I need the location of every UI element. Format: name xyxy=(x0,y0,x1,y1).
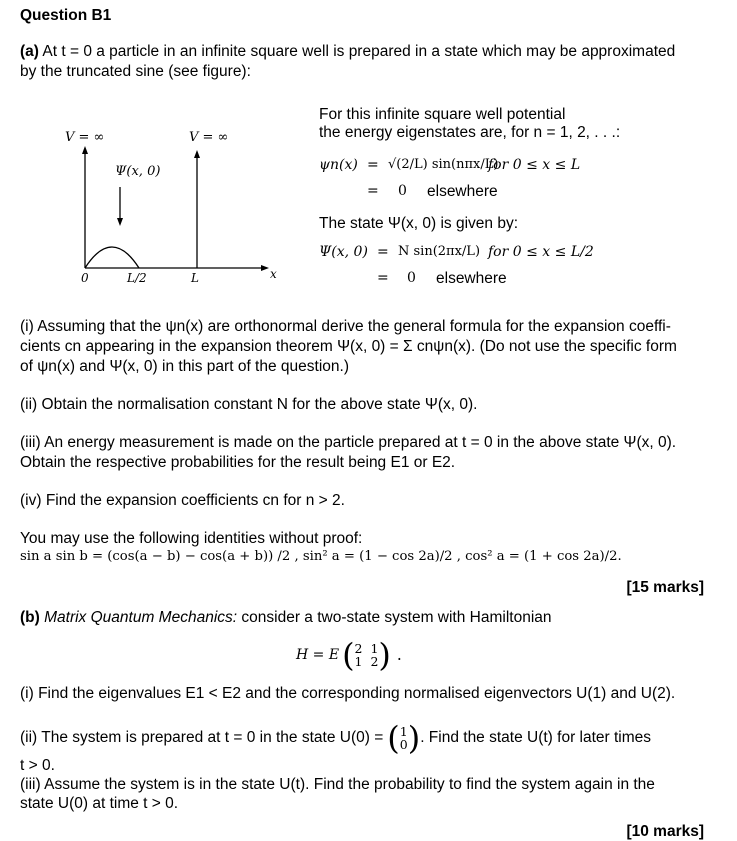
vec-1: 1 xyxy=(399,724,408,739)
ham-period: . xyxy=(396,646,402,664)
ham-m22: 2 xyxy=(370,654,379,669)
fig-x-zero: 0 xyxy=(81,271,89,285)
state-equals: = xyxy=(377,244,389,260)
state-else-equals: = xyxy=(377,270,389,286)
fig-x-label: x xyxy=(270,267,277,281)
u0-vector xyxy=(400,725,408,751)
fig-v-right: V = ∞ xyxy=(189,130,229,145)
a-i-line2: cients cn appearing in the expansion theorem Ψ(x, 0) = Σ cnψn(x). (Do not use the specific form xyxy=(20,338,677,355)
part-a-intro-line1 xyxy=(20,43,675,61)
left-wall-arrow xyxy=(82,146,88,154)
fig-psi-label: Ψ(x, 0) xyxy=(115,164,161,179)
part-b-intro-rest: consider a two-state system with Hamiltonian xyxy=(241,609,552,626)
state-rhs: N sin(2πx/L) xyxy=(398,244,481,259)
part-a-label: (a) xyxy=(20,43,39,60)
ham-matrix xyxy=(355,642,379,668)
ham-paren-left: ( xyxy=(342,636,355,674)
fig-x-L: L xyxy=(191,271,199,285)
question-title: Question B1 xyxy=(20,7,112,24)
b-ii-c: t > 0. xyxy=(20,757,55,774)
a-i-line1: (i) Assuming that the ψn(x) are orthonormal derive the general formula for the expansion coeffi- xyxy=(20,318,671,335)
identities: sin a sin b = (cos(a − b) − cos(a + b)) /2 , sin² a = (1 − cos 2a)/2 , cos² a = (1 + cos 2a)/2. xyxy=(20,549,622,564)
b-ii-a: (ii) The system is prepared at t = 0 in the state U(0) = xyxy=(20,729,384,746)
part-b-label: (b) xyxy=(20,609,40,626)
a-i-line3: of ψn(x) and Ψ(x, 0) in this part of the question.) xyxy=(20,358,349,375)
part-a-intro-1: At t = 0 a particle in an infinite square well is prepared in a state which may be approximated xyxy=(42,43,676,60)
eig-intro-1: For this infinite square well potential xyxy=(319,106,566,123)
a-ii: (ii) Obtain the normalisation constant N for the above state Ψ(x, 0). xyxy=(20,396,478,413)
b-ii-b: . Find the state U(t) for later times xyxy=(420,729,652,746)
eig-else: elsewhere xyxy=(427,183,498,200)
state-intro: The state Ψ(x, 0) is given by: xyxy=(319,215,519,232)
part-b-intro xyxy=(20,609,552,627)
eig-equals: = xyxy=(367,157,379,173)
part-b-intro-italic: Matrix Quantum Mechanics: xyxy=(44,609,238,626)
vec-paren-right: ) xyxy=(407,719,421,757)
ham-m11: 2 xyxy=(354,641,363,656)
well-figure xyxy=(55,120,285,290)
a-iii-line1: (iii) An energy measurement is made on the particle prepared at t = 0 in the above state Ψ(x, 0). xyxy=(20,434,677,451)
state-cond: for 0 ≤ x ≤ L/2 xyxy=(488,244,594,260)
eig-rhs: √(2/L) sin(nπx/L) xyxy=(388,157,499,172)
ham-lhs: H = E xyxy=(296,647,340,663)
right-wall-arrow xyxy=(194,150,200,158)
eig-else-equals: = xyxy=(367,183,379,199)
truncated-sine-curve xyxy=(85,247,139,268)
a-iv: (iv) Find the expansion coefficients cn for n > 2. xyxy=(20,492,345,509)
vec-paren-left: ( xyxy=(387,719,400,757)
part-a-intro-2: by the truncated sine (see figure): xyxy=(20,63,251,80)
ham-paren-right: ) xyxy=(378,636,391,674)
state-lhs: Ψ(x, 0) xyxy=(319,244,368,260)
a-iii-line2: Obtain the respective probabilities for the result being E1 or E2. xyxy=(20,454,456,471)
part-a-marks: [15 marks] xyxy=(626,579,704,596)
fig-v-left: V = ∞ xyxy=(65,130,105,145)
identities-intro: You may use the following identities without proof: xyxy=(20,530,363,547)
eig-lhs: ψn(x) xyxy=(319,157,358,173)
eig-cond: for 0 ≤ x ≤ L xyxy=(488,157,581,173)
state-else: elsewhere xyxy=(436,270,507,287)
ham-m21: 1 xyxy=(354,654,363,669)
eig-intro-2: the energy eigenstates are, for n = 1, 2, . . .: xyxy=(319,124,621,141)
eig-else-val: 0 xyxy=(398,183,407,199)
fig-x-half: L/2 xyxy=(127,271,147,285)
x-axis-arrow xyxy=(261,265,269,271)
psi-arrow-head xyxy=(117,218,123,226)
b-iii-line1: (iii) Assume the system is in the state U(t). Find the probability to find the system again in the xyxy=(20,776,655,793)
b-i: (i) Find the eigenvalues E1 < E2 and the corresponding normalised eigenvectors U(1) and U(2). xyxy=(20,685,676,702)
part-b-marks: [10 marks] xyxy=(626,823,704,840)
b-ii-line1 xyxy=(20,716,651,760)
ham-m12: 1 xyxy=(370,641,379,656)
vec-2: 0 xyxy=(399,737,408,752)
b-iii-line2: state U(0) at time t > 0. xyxy=(20,795,179,812)
state-else-val: 0 xyxy=(407,270,416,286)
hamiltonian xyxy=(296,633,402,677)
